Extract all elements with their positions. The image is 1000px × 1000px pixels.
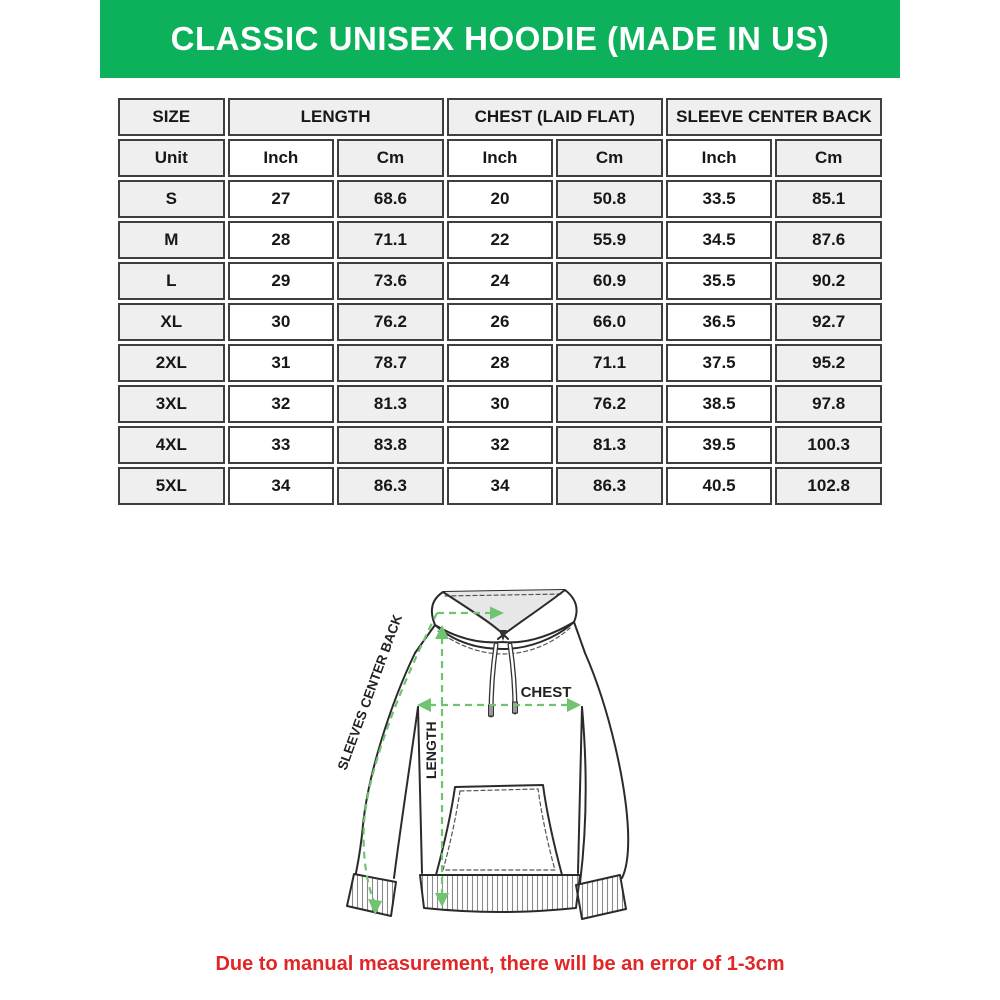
size-cell: 2XL [118, 344, 225, 382]
unit-cell: Inch [666, 139, 773, 177]
value-cell: 34 [447, 467, 554, 505]
value-cell: 83.8 [337, 426, 444, 464]
value-cell: 78.7 [337, 344, 444, 382]
table-row [118, 303, 882, 341]
value-cell: 90.2 [775, 262, 882, 300]
unit-cell: Cm [556, 139, 663, 177]
value-cell: 30 [447, 385, 554, 423]
value-cell: 33 [228, 426, 335, 464]
value-cell: 32 [228, 385, 335, 423]
value-cell: 32 [447, 426, 554, 464]
col-header-size: SIZE [118, 98, 225, 136]
value-cell: 68.6 [337, 180, 444, 218]
value-cell: 81.3 [337, 385, 444, 423]
value-cell: 24 [447, 262, 554, 300]
chest-left-arrow-icon [417, 698, 431, 712]
value-cell: 50.8 [556, 180, 663, 218]
value-cell: 71.1 [337, 221, 444, 259]
table-row [118, 385, 882, 423]
size-chart [115, 95, 885, 508]
value-cell: 81.3 [556, 426, 663, 464]
size-cell: M [118, 221, 225, 259]
unit-row [118, 139, 882, 177]
unit-cell: Inch [447, 139, 554, 177]
table-row [118, 426, 882, 464]
table-row [118, 221, 882, 259]
unit-cell: Cm [775, 139, 882, 177]
value-cell: 97.8 [775, 385, 882, 423]
value-cell: 86.3 [337, 467, 444, 505]
unit-cell: Unit [118, 139, 225, 177]
table-row [118, 262, 882, 300]
length-label: LENGTH [423, 721, 439, 779]
value-cell: 37.5 [666, 344, 773, 382]
value-cell: 87.6 [775, 221, 882, 259]
value-cell: 28 [228, 221, 335, 259]
value-cell: 95.2 [775, 344, 882, 382]
value-cell: 20 [447, 180, 554, 218]
value-cell: 71.1 [556, 344, 663, 382]
measurement-note: Due to manual measurement, there will be an error of 1-3cm [215, 953, 785, 975]
page-title: CLASSIC UNISEX HOODIE (MADE IN US) [170, 20, 830, 57]
size-chart-table [115, 95, 885, 508]
size-cell: S [118, 180, 225, 218]
value-cell: 34.5 [666, 221, 773, 259]
aglet [513, 702, 518, 713]
sleeves-center-back-label: SLEEVES CENTER BACK [334, 612, 406, 773]
header-group-row [118, 98, 882, 136]
unit-cell: Inch [228, 139, 335, 177]
col-header-sleeve: SLEEVE CENTER BACK [666, 98, 882, 136]
table-row [118, 180, 882, 218]
value-cell: 31 [228, 344, 335, 382]
value-cell: 55.9 [556, 221, 663, 259]
value-cell: 27 [228, 180, 335, 218]
size-cell: 5XL [118, 467, 225, 505]
chest-label: CHEST [520, 684, 572, 701]
value-cell: 34 [228, 467, 335, 505]
size-cell: XL [118, 303, 225, 341]
value-cell: 60.9 [556, 262, 663, 300]
value-cell: 40.5 [666, 467, 773, 505]
value-cell: 85.1 [775, 180, 882, 218]
value-cell: 36.5 [666, 303, 773, 341]
value-cell: 38.5 [666, 385, 773, 423]
value-cell: 86.3 [556, 467, 663, 505]
col-header-length: LENGTH [228, 98, 444, 136]
value-cell: 76.2 [556, 385, 663, 423]
value-cell: 39.5 [666, 426, 773, 464]
unit-cell: Cm [337, 139, 444, 177]
value-cell: 100.3 [775, 426, 882, 464]
hoodie-measurement-diagram [330, 575, 670, 945]
size-cell: 3XL [118, 385, 225, 423]
value-cell: 33.5 [666, 180, 773, 218]
value-cell: 28 [447, 344, 554, 382]
value-cell: 76.2 [337, 303, 444, 341]
value-cell: 35.5 [666, 262, 773, 300]
value-cell: 26 [447, 303, 554, 341]
value-cell: 29 [228, 262, 335, 300]
value-cell: 102.8 [775, 467, 882, 505]
aglet [489, 705, 494, 716]
value-cell: 22 [447, 221, 554, 259]
measurement-lines [364, 613, 569, 901]
value-cell: 30 [228, 303, 335, 341]
title-banner [100, 0, 900, 78]
value-cell: 92.7 [775, 303, 882, 341]
size-cell: 4XL [118, 426, 225, 464]
size-cell: L [118, 262, 225, 300]
col-header-chest: CHEST (LAID FLAT) [447, 98, 663, 136]
value-cell: 73.6 [337, 262, 444, 300]
table-row [118, 344, 882, 382]
value-cell: 66.0 [556, 303, 663, 341]
table-row [118, 467, 882, 505]
